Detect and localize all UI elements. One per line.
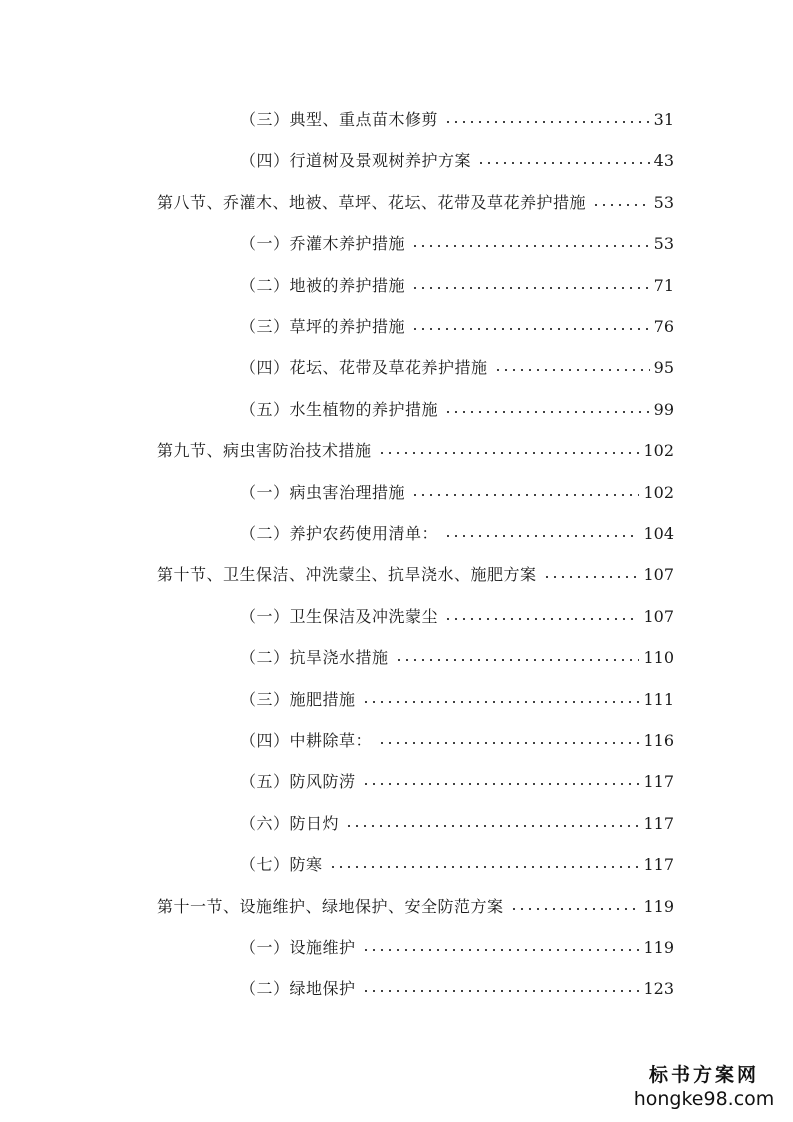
toc-dot-leader — [411, 285, 650, 291]
toc-entry[interactable] — [240, 684, 674, 710]
toc-entry-page-number: 31 — [653, 110, 674, 129]
toc-entry-title: （一）乔灌木养护措施 — [240, 234, 406, 254]
toc-dot-leader — [444, 533, 639, 539]
toc-entry-page-number: 102 — [643, 482, 674, 502]
toc-entry[interactable] — [240, 352, 674, 378]
toc-entry[interactable] — [157, 187, 674, 213]
toc-entry-title: （六）防日灼 — [240, 813, 340, 833]
toc-dot-leader — [510, 906, 640, 912]
toc-entry[interactable] — [240, 601, 674, 627]
toc-entry[interactable] — [157, 891, 674, 917]
toc-dot-leader — [362, 988, 640, 994]
toc-dot-leader — [444, 119, 650, 125]
toc-dot-leader — [395, 657, 640, 663]
toc-entry-title: （二）地被的养护措施 — [240, 275, 406, 295]
toc-entry-page-number: 117 — [643, 772, 674, 792]
toc-entry-title: （七）防寒 — [240, 855, 323, 875]
toc-dot-leader — [362, 947, 640, 953]
toc-entry-title: （一）病虫害治理措施 — [240, 482, 406, 502]
toc-entry-page-number: 107 — [643, 565, 674, 585]
toc-entry-page-number: 76 — [653, 317, 674, 336]
toc-entry-title: （四）行道树及景观树养护方案 — [240, 151, 472, 171]
toc-dot-leader — [329, 864, 640, 870]
watermark-url-text: hongke98.com — [633, 1088, 775, 1110]
toc-dot-leader — [444, 616, 639, 622]
watermark-cn-text: 标书方案网 — [648, 1064, 759, 1086]
toc-entry[interactable] — [240, 394, 674, 420]
toc-entry[interactable] — [240, 311, 674, 337]
toc-entry-page-number: 71 — [653, 275, 674, 295]
toc-entry[interactable] — [240, 642, 674, 668]
toc-entry-title: （三）施肥措施 — [240, 689, 356, 709]
toc-entry-title: 第八节、乔灌木、地被、草坪、花坛、花带及草花养护措施 — [157, 192, 587, 212]
toc-dot-leader — [362, 781, 640, 787]
toc-entry-title: （三）典型、重点苗木修剪 — [240, 110, 439, 129]
toc-entry-title: （二）绿地保护 — [240, 979, 356, 999]
toc-entry-title: （五）防风防涝 — [240, 772, 356, 792]
toc-entry-page-number: 117 — [643, 813, 674, 833]
toc-entry-page-number: 117 — [643, 855, 674, 875]
toc-dot-leader — [494, 367, 650, 373]
toc-dot-leader — [444, 409, 650, 415]
toc-entry[interactable] — [240, 766, 674, 792]
toc-dot-leader — [411, 492, 639, 498]
toc-entry-title: 第十节、卫生保洁、冲洗蒙尘、抗旱浇水、施肥方案 — [157, 565, 537, 585]
toc-entry-title: 第十一节、设施维护、绿地保护、安全防范方案 — [157, 896, 504, 916]
toc-entry-title: 第九节、病虫害防治技术措施 — [157, 441, 372, 461]
toc-dot-leader — [378, 740, 639, 746]
toc-dot-leader — [477, 160, 650, 166]
toc-entry-page-number: 53 — [653, 192, 674, 212]
toc-entry-title: （四）中耕除草： — [240, 731, 373, 750]
toc-entry[interactable] — [157, 559, 674, 585]
toc-dot-leader — [362, 699, 640, 705]
toc-dot-leader — [345, 823, 639, 829]
toc-entry-page-number: 119 — [643, 896, 674, 916]
toc-entry-page-number: 104 — [643, 524, 674, 543]
toc-entry-title: （二）抗旱浇水措施 — [240, 648, 389, 668]
toc-entry-title: （一）卫生保洁及冲洗蒙尘 — [240, 606, 439, 626]
toc-dot-leader — [411, 243, 650, 249]
toc-entry-page-number: 110 — [643, 648, 674, 668]
toc-dot-leader — [592, 202, 650, 208]
toc-entry[interactable] — [240, 228, 674, 254]
toc-entry-page-number: 111 — [643, 689, 674, 709]
toc-entry-page-number: 53 — [653, 234, 674, 254]
toc-entry-page-number: 107 — [643, 606, 674, 626]
toc-dot-leader — [543, 574, 640, 580]
toc-entry[interactable] — [240, 973, 674, 999]
toc-entry-title: （二）养护农药使用清单： — [240, 524, 439, 543]
toc-entry[interactable] — [240, 518, 674, 544]
toc-entry-page-number: 43 — [653, 151, 674, 171]
toc-entry-title: （一）设施维护 — [240, 938, 356, 957]
toc-entry[interactable] — [157, 435, 674, 461]
toc-entry[interactable] — [240, 477, 674, 503]
toc-entry[interactable] — [240, 270, 674, 296]
site-watermark — [618, 1063, 790, 1119]
toc-entry-page-number: 119 — [643, 938, 674, 957]
toc-entry[interactable] — [240, 104, 674, 130]
toc-entry-title: （四）花坛、花带及草花养护措施 — [240, 358, 488, 378]
toc-entry[interactable] — [240, 849, 674, 875]
toc-entry[interactable] — [240, 145, 674, 171]
toc-entry-page-number: 95 — [653, 358, 674, 378]
toc-entry-page-number: 116 — [643, 731, 674, 750]
toc-entry[interactable] — [240, 808, 674, 834]
toc-entry-title: （五）水生植物的养护措施 — [240, 399, 439, 419]
toc-entry-title: （三）草坪的养护措施 — [240, 317, 406, 336]
toc-entry[interactable] — [240, 932, 674, 958]
toc-dot-leader — [411, 326, 650, 332]
toc-entry-page-number: 123 — [643, 979, 674, 999]
toc-entry-page-number: 99 — [653, 399, 674, 419]
toc-entry[interactable] — [240, 725, 674, 751]
toc-dot-leader — [378, 450, 640, 456]
toc-entry-page-number: 102 — [643, 441, 674, 461]
